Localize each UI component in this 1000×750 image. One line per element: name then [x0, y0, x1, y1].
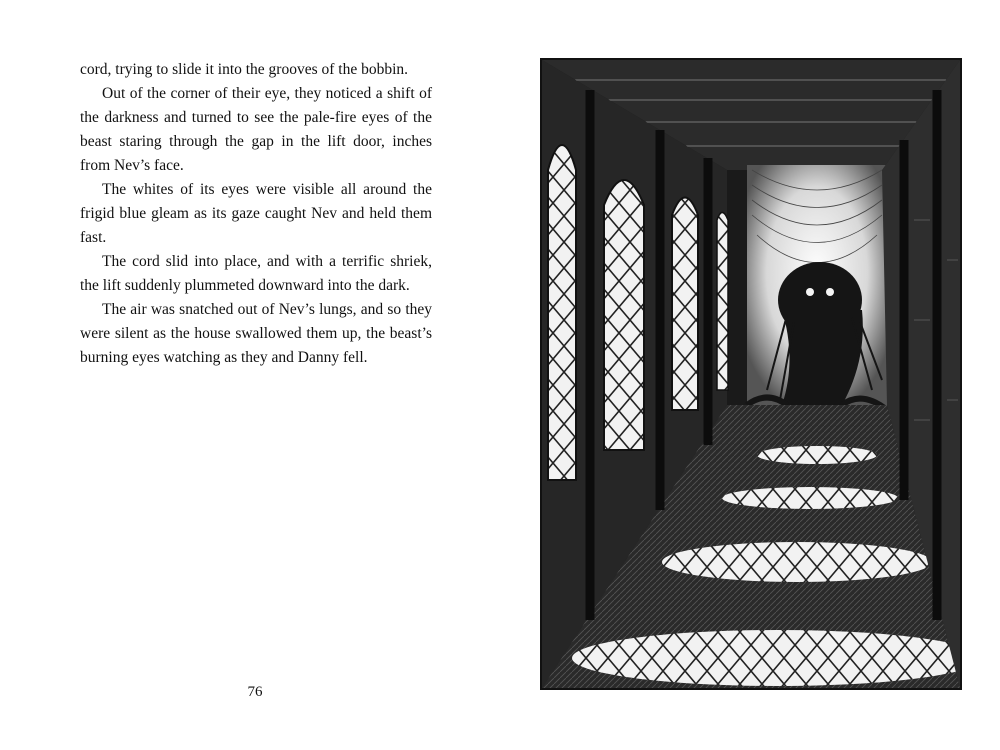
- body-text: [80, 58, 432, 370]
- paragraph-4: The cord slid into place, and with a terrific shriek, the lift suddenly plummeted downward into the dark.: [80, 253, 432, 294]
- illustration-svg: [542, 60, 960, 688]
- paragraph-3: The whites of its eyes were visible all around the frigid blue gleam as its gaze caught Nev and held them fast.: [80, 181, 432, 246]
- paragraph-2: Out of the corner of their eye, they noticed a shift of the darkness and turned to see the pale-fire eyes of the beast staring through the gap in the lift door, inches from Nev’s face.: [80, 85, 432, 174]
- beast-eye-right: [826, 288, 834, 296]
- paragraph-5: The air was snatched out of Nev’s lungs, and so they were silent as the house swallowed them up, the beast’s burning eyes watching as they and Danny fell.: [80, 301, 432, 366]
- paragraph-1: cord, trying to slide it into the grooves of the bobbin.: [80, 61, 409, 78]
- hallway-illustration: [540, 58, 962, 690]
- beast-eye-left: [806, 288, 814, 296]
- page-number: 76: [247, 684, 263, 700]
